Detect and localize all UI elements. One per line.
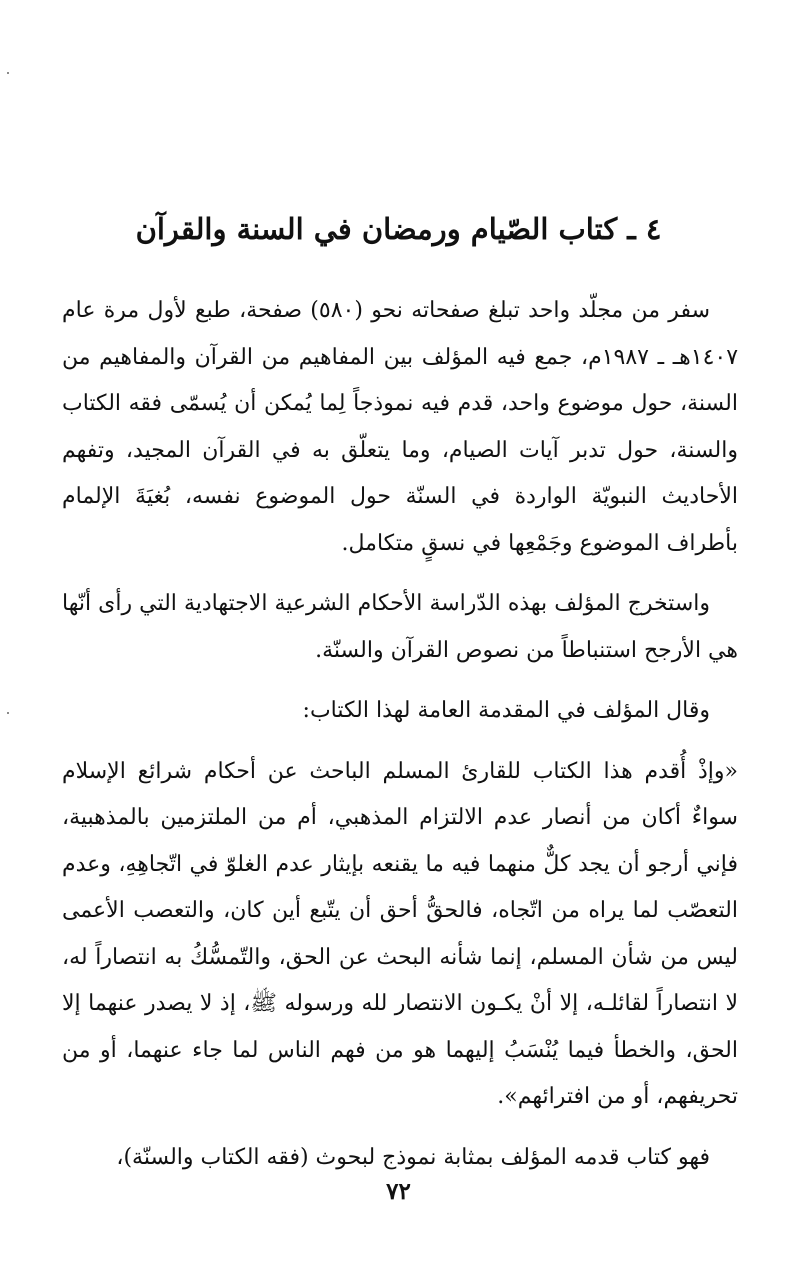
quote-paragraph: «وإذْ أُقدم هذا الكتاب للقارئ المسلم الباحث عن أحكام شرائع الإسلام سواءٌ أكان من أنصار عدم الالتزام المذهبي، أم من الملتزمين بالمذهبية، فإني أرجو أن يجد كلٌّ منهما فيه ما يقنعه بإيثار عدم الغلوّ في اتّجاهِهِ، وعدم التعصّب لما يراه من اتّجاه، فالحقُّ أحق أن يتّبع أين كان، والتعصب الأعمى ليس من شأن المسلم، إنما شأنه البحث عن الحق، والتّمسُّكُ به انتصاراً له، لا انتصاراً لقائلـه، إلا أنْ يكـون الانتصار لله ورسوله ﷺ، إذ لا يصدر عنهما إلا الحق، والخطأ فيما يُنْسَبُ إليهما هو من فهم الناس لما جاء عنهما، أو من تحريفهم، أو من افترائهم». [62, 758, 738, 1109]
scan-speck [7, 72, 9, 74]
section-title: ٤ ـ كتاب الصّيام ورمضان في السنة والقرآن [135, 212, 662, 247]
paragraph-2: واستخرج المؤلف بهذه الدّراسة الأحكام الشرعية الاجتهادية التي رأى أنّها هي الأرجح استنباطاً من نصوص القرآن والسنّة. [62, 591, 738, 663]
body-text [62, 288, 738, 1181]
page-number: ٧٢ [386, 1178, 411, 1205]
paragraph-1: سفر من مجلّد واحد تبلغ صفحاته نحو (٥٨٠) صفحة، طبع لأول مرة عام ١٤٠٧هـ ـ ١٩٨٧م، جمع فيه المؤلف بين المفاهيم من القرآن والمفاهيم من السنة، حول موضوع واحد، قدم فيه نموذجاً لِما يُمكن أن يُسمّى فقه الكتاب والسنة، حول تدبر آيات الصيام، وما يتعلّق به في القرآن المجيد، وتفهم الأحاديث النبويّة الواردة في السنّة حول الموضوع نفسه، بُغيَةَ الإلمام بأطراف الموضوع وجَمْعِها في نسقٍ متكامل. [62, 298, 739, 556]
paragraph-3: وقال المؤلف في المقدمة العامة لهذا الكتاب: [302, 698, 710, 723]
paragraph-5: فهو كتاب قدمه المؤلف بمثابة نموذج لبحوث (فقه الكتاب والسنّة)، [116, 1144, 710, 1170]
scan-speck [7, 712, 9, 714]
